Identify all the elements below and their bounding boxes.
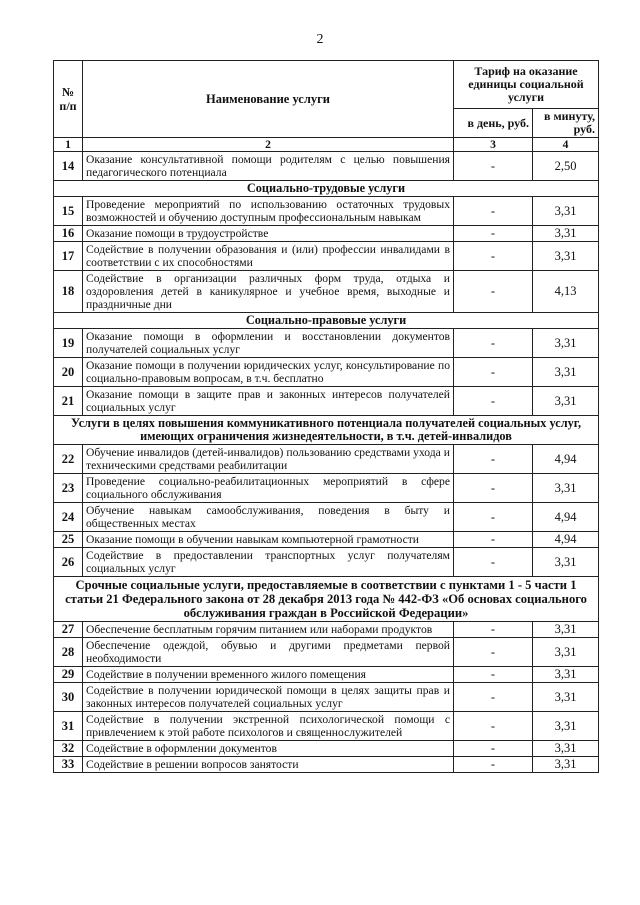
column-index: 1 xyxy=(54,138,83,152)
service-name: Обеспечение бесплатным горячим питанием или наборами продуктов xyxy=(83,622,454,638)
section-title: Услуги в целях повышения коммуникативного потенциала получателей социальных услуг, имеющих ограничения жизнедеятельности, в т.ч. детей-инвалидов xyxy=(54,416,599,445)
row-number: 29 xyxy=(54,667,83,683)
table-row xyxy=(54,271,599,313)
service-name: Содействие в оформлении документов xyxy=(83,741,454,757)
header-service-name: Наименование услуги xyxy=(83,61,454,138)
header-num: № п/п xyxy=(54,61,83,138)
table-row xyxy=(54,445,599,474)
row-number: 26 xyxy=(54,548,83,577)
tariff-per-minute: 3,31 xyxy=(533,197,599,226)
section-title: Социально-трудовые услуги xyxy=(54,181,599,197)
table-row xyxy=(54,712,599,741)
table-row xyxy=(54,152,599,181)
section-row xyxy=(54,416,599,445)
table-row xyxy=(54,329,599,358)
row-number: 17 xyxy=(54,242,83,271)
service-name: Обеспечение одеждой, обувью и другими предметами первой необходимости xyxy=(83,638,454,667)
tariff-per-minute: 3,31 xyxy=(533,358,599,387)
row-number: 31 xyxy=(54,712,83,741)
service-name: Оказание помощи в получении юридических услуг, консультирование по социально-правовым вопросам, в т.ч. бесплатно xyxy=(83,358,454,387)
page-number: 2 xyxy=(316,32,324,47)
row-number: 22 xyxy=(54,445,83,474)
tariff-per-day: - xyxy=(454,242,533,271)
row-number: 15 xyxy=(54,197,83,226)
service-name: Оказание помощи в защите прав и законных интересов получателей социальных услуг xyxy=(83,387,454,416)
table-body xyxy=(54,152,599,773)
header-per-minute: в минуту, руб. xyxy=(533,109,599,138)
row-number: 18 xyxy=(54,271,83,313)
section-row xyxy=(54,577,599,622)
tariff-per-day: - xyxy=(454,503,533,532)
row-number: 27 xyxy=(54,622,83,638)
tariff-per-day: - xyxy=(454,683,533,712)
column-index: 3 xyxy=(454,138,533,152)
section-row xyxy=(54,313,599,329)
column-index: 4 xyxy=(533,138,599,152)
tariff-per-day: - xyxy=(454,152,533,181)
service-name: Обучение навыкам самообслуживания, поведения в быту и общественных местах xyxy=(83,503,454,532)
row-number: 24 xyxy=(54,503,83,532)
service-name: Оказание консультативной помощи родителям с целью повышения педагогического потенциала xyxy=(83,152,454,181)
section-row xyxy=(54,181,599,197)
tariff-per-minute: 2,50 xyxy=(533,152,599,181)
header-per-day: в день, руб. xyxy=(454,109,533,138)
tariff-per-day: - xyxy=(454,329,533,358)
tariff-per-minute: 3,31 xyxy=(533,638,599,667)
tariff-per-day: - xyxy=(454,667,533,683)
table-row xyxy=(54,548,599,577)
tariff-per-minute: 3,31 xyxy=(533,242,599,271)
row-number: 19 xyxy=(54,329,83,358)
row-number: 23 xyxy=(54,474,83,503)
service-name: Содействие в получении юридической помощи в целях защиты прав и законных интересов получателей социальных услуг xyxy=(83,683,454,712)
tariff-per-minute: 3,31 xyxy=(533,329,599,358)
service-name: Содействие в получении образования и (или) профессии инвалидами в соответствии с их способностями xyxy=(83,242,454,271)
tariff-per-minute: 3,31 xyxy=(533,741,599,757)
table-row xyxy=(54,197,599,226)
service-name: Оказание помощи в обучении навыкам компьютерной грамотности xyxy=(83,532,454,548)
service-name: Содействие в решении вопросов занятости xyxy=(83,757,454,773)
tariff-per-day: - xyxy=(454,226,533,242)
table-row xyxy=(54,667,599,683)
service-name: Содействие в получении временного жилого помещения xyxy=(83,667,454,683)
row-number: 30 xyxy=(54,683,83,712)
header-tariff: Тариф на оказание единицы социальной услуги xyxy=(454,61,599,109)
row-number: 33 xyxy=(54,757,83,773)
section-title: Социально-правовые услуги xyxy=(54,313,599,329)
section-title: Срочные социальные услуги, предоставляемые в соответствии с пунктами 1 - 5 части 1 статьи 21 Федерального закона от 28 декабря 2013 года № 442-ФЗ «Об основах социального обслуживания граждан в Российской Федерации» xyxy=(54,577,599,622)
tariff-per-day: - xyxy=(454,622,533,638)
tariff-per-minute: 3,31 xyxy=(533,474,599,503)
tariff-per-minute: 3,31 xyxy=(533,667,599,683)
tariff-per-day: - xyxy=(454,638,533,667)
table-row xyxy=(54,503,599,532)
row-number: 14 xyxy=(54,152,83,181)
tariff-per-minute: 3,31 xyxy=(533,757,599,773)
table-row xyxy=(54,532,599,548)
service-name: Оказание помощи в оформлении и восстановлении документов получателей социальных услуг xyxy=(83,329,454,358)
tariff-per-minute: 4,94 xyxy=(533,503,599,532)
tariff-per-minute: 3,31 xyxy=(533,683,599,712)
tariff-per-day: - xyxy=(454,712,533,741)
table-row xyxy=(54,757,599,773)
tariff-per-day: - xyxy=(454,532,533,548)
tariff-per-day: - xyxy=(454,757,533,773)
row-number: 25 xyxy=(54,532,83,548)
service-name: Содействие в организации различных форм труда, отдыха и оздоровления детей в каникулярное и учебное время, выходные и праздничные дни xyxy=(83,271,454,313)
table-row xyxy=(54,638,599,667)
table-row xyxy=(54,358,599,387)
tariff-per-day: - xyxy=(454,358,533,387)
row-number: 20 xyxy=(54,358,83,387)
tariff-per-day: - xyxy=(454,445,533,474)
tariff-per-minute: 4,13 xyxy=(533,271,599,313)
table-row xyxy=(54,622,599,638)
table-row xyxy=(54,474,599,503)
row-number: 21 xyxy=(54,387,83,416)
tariff-per-day: - xyxy=(454,387,533,416)
tariff-per-day: - xyxy=(454,548,533,577)
tariff-per-day: - xyxy=(454,474,533,503)
table-row xyxy=(54,242,599,271)
tariff-per-minute: 3,31 xyxy=(533,622,599,638)
tariff-per-minute: 4,94 xyxy=(533,445,599,474)
service-name: Содействие в получении экстренной психологической помощи с привлечением к этой работе психологов и священнослужителей xyxy=(83,712,454,741)
table-row xyxy=(54,741,599,757)
service-name: Оказание помощи в трудоустройстве xyxy=(83,226,454,242)
tariff-per-minute: 3,31 xyxy=(533,387,599,416)
service-name: Проведение социально-реабилитационных мероприятий в сфере социального обслуживания xyxy=(83,474,454,503)
service-name: Проведение мероприятий по использованию остаточных трудовых возможностей и обучению доступным профессиональным навыкам xyxy=(83,197,454,226)
table-row xyxy=(54,226,599,242)
table-row xyxy=(54,683,599,712)
service-name: Обучение инвалидов (детей-инвалидов) пользованию средствами ухода и техническими средствами реабилитации xyxy=(83,445,454,474)
table-row xyxy=(54,387,599,416)
tariff-per-day: - xyxy=(454,197,533,226)
service-name: Содействие в предоставлении транспортных услуг получателям социальных услуг xyxy=(83,548,454,577)
row-number: 16 xyxy=(54,226,83,242)
tariff-per-day: - xyxy=(454,271,533,313)
tariff-per-minute: 3,31 xyxy=(533,712,599,741)
tariff-per-minute: 4,94 xyxy=(533,532,599,548)
tariff-per-minute: 3,31 xyxy=(533,226,599,242)
tariff-table xyxy=(53,60,599,773)
column-index: 2 xyxy=(83,138,454,152)
row-number: 28 xyxy=(54,638,83,667)
tariff-per-day: - xyxy=(454,741,533,757)
row-number: 32 xyxy=(54,741,83,757)
tariff-per-minute: 3,31 xyxy=(533,548,599,577)
